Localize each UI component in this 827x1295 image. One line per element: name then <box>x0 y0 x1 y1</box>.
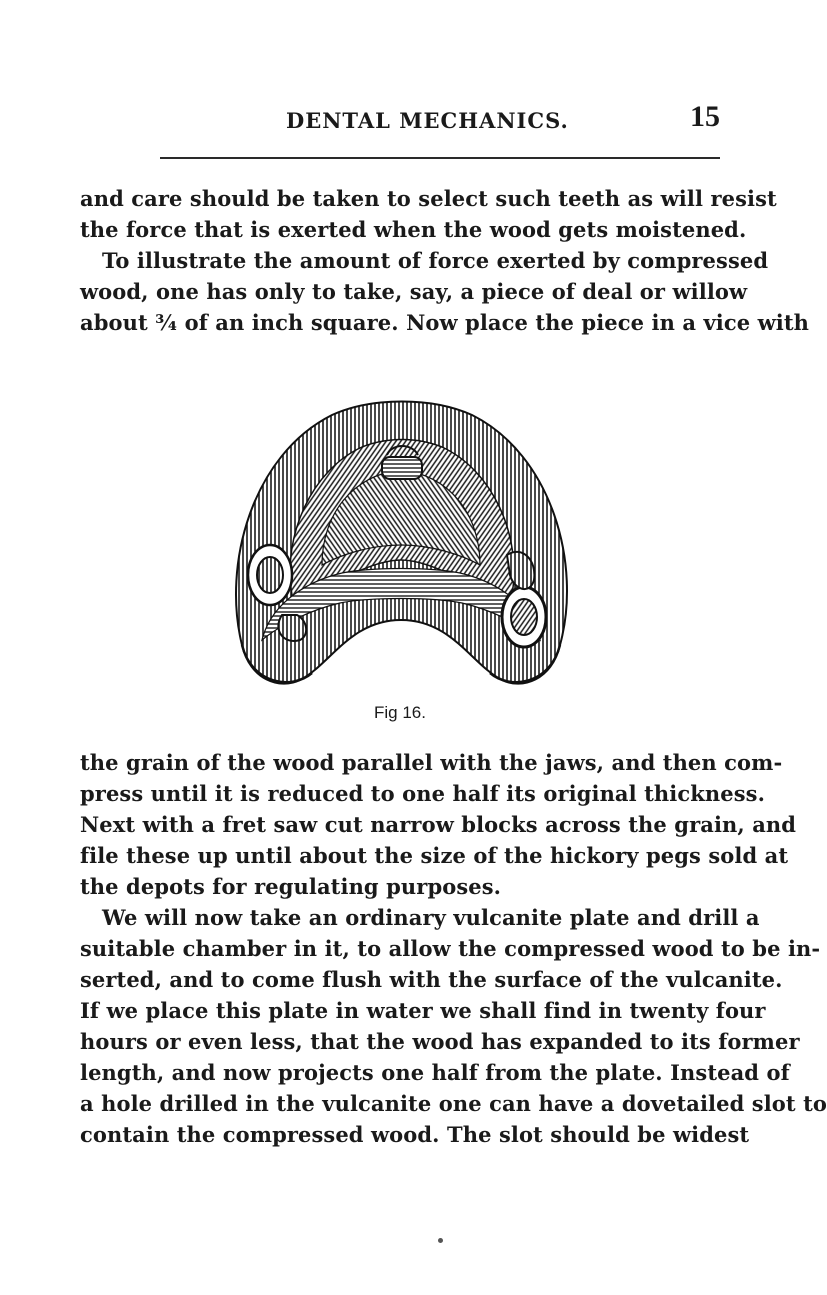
text-line: Next with a fret saw cut narrow blocks across the grain, and <box>80 812 797 837</box>
header-rule <box>160 157 720 159</box>
text-line: suitable chamber in it, to allow the compressed wood to be in- <box>80 936 821 961</box>
text-line: hours or even less, that the wood has expanded to its former <box>80 1029 800 1054</box>
page-header <box>80 100 720 140</box>
text-line: the grain of the wood parallel with the jaws, and then com- <box>80 750 783 775</box>
text-line: the force that is exerted when the wood gets moistened. <box>80 217 747 242</box>
text-line: length, and now projects one half from the plate. Instead of <box>80 1060 790 1085</box>
paragraph-1 <box>80 183 810 338</box>
text-line: the depots for regulating purposes. <box>80 874 502 899</box>
text-line: We will now take an ordinary vulcanite plate and drill a <box>102 905 760 930</box>
dental-plate-engraving-icon <box>222 395 580 695</box>
text-line: file these up until about the size of the hickory pegs sold at <box>80 843 789 868</box>
text-line: about ¾ of an inch square. Now place the piece in a vice with <box>80 310 810 335</box>
text-line: and care should be taken to select such teeth as will resist <box>80 186 777 211</box>
paragraph-2 <box>80 747 827 1150</box>
figure-16 <box>222 395 580 695</box>
page-speck <box>438 1238 443 1243</box>
text-line: press until it is reduced to one half its original thickness. <box>80 781 766 806</box>
figure-caption: Fig 16. <box>374 703 426 722</box>
text-line: wood, one has only to take, say, a piece of deal or willow <box>80 279 748 304</box>
text-line: To illustrate the amount of force exerted by compressed <box>102 248 769 273</box>
text-line: a hole drilled in the vulcanite one can have a dovetailed slot to <box>80 1091 827 1116</box>
text-line: serted, and to come flush with the surface of the vulcanite. <box>80 967 783 992</box>
text-line: contain the compressed wood. The slot should be widest <box>80 1122 750 1147</box>
running-title: DENTAL MECHANICS. <box>286 108 569 133</box>
text-line: If we place this plate in water we shall find in twenty four <box>80 998 766 1023</box>
page-number: 15 <box>690 100 720 133</box>
